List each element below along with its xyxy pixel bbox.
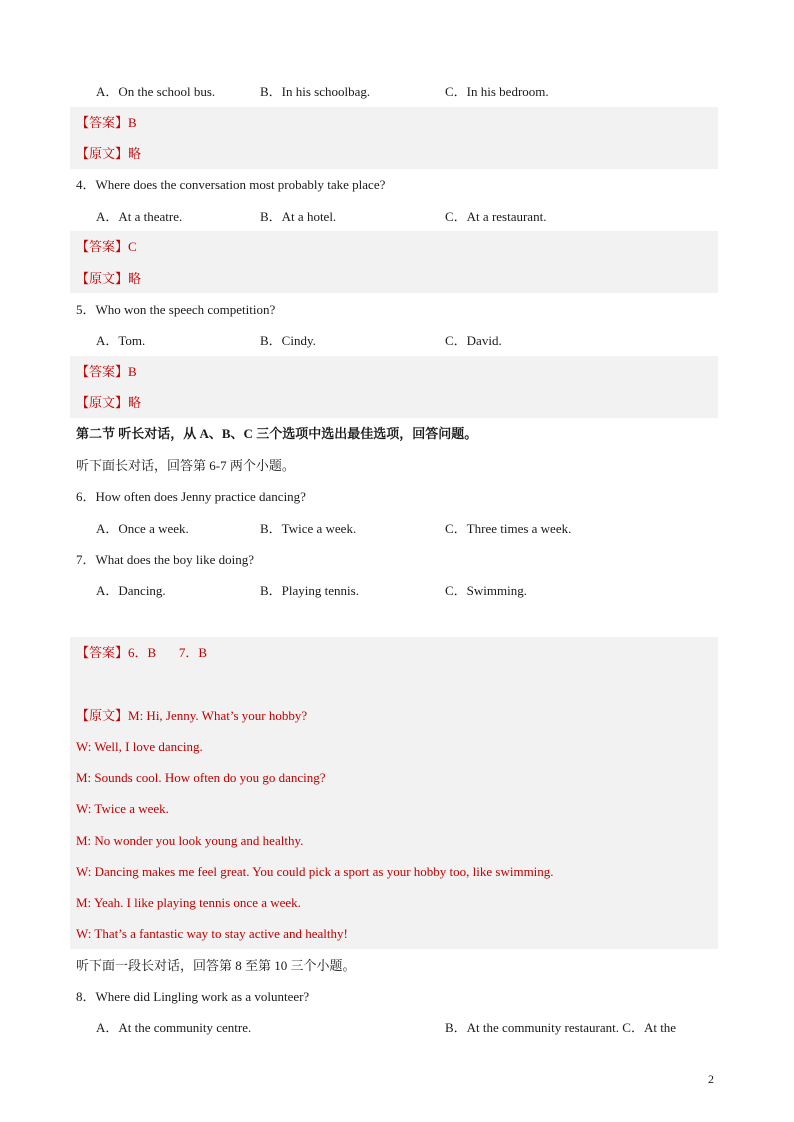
q7-question: 7．What does the boy like doing? [76,552,254,567]
dialogue1-line-4: W: Twice a week. [76,801,169,816]
q8-question: 8．Where did Lingling work as a volunteer? [76,989,310,1004]
q5-option-b: B．Cindy. [260,333,316,348]
q5-question: 5．Who won the speech competition? [76,302,276,317]
q4-option-c: C．At a restaurant. [445,209,547,224]
q6-options [96,518,716,540]
dialogue1-line-3: M: Sounds cool. How often do you go dancing? [76,770,326,785]
q4-question: 4．Where does the conversation most probably take place? [76,177,386,192]
q5-script: 【原文】略 [76,395,142,410]
q6-option-c: C．Three times a week. [445,521,572,536]
q5-option-c: C．David. [445,333,502,348]
section-intro: 听下面长对话，回答第 6-7 两个小题。 [76,458,295,473]
q7-option-a: A．Dancing. [96,583,166,598]
q3-script: 【原文】略 [76,146,142,161]
q5-option-a: A．Tom. [96,333,146,348]
q6-question: 6．How often does Jenny practice dancing? [76,489,306,504]
dialogue1-line-2: W: Well, I love dancing. [76,739,203,754]
page-number: 2 [708,1072,714,1086]
q5-answer: 【答案】B [76,364,137,379]
q6-option-b: B．Twice a week. [260,521,357,536]
q8-options [96,1017,716,1039]
q3-answer: 【答案】B [76,115,137,130]
q6-option-a: A．Once a week. [96,521,189,536]
q4-answer-box [70,231,718,293]
q3-option-c: C．In his bedroom. [445,84,549,99]
q3-options [96,81,716,103]
q3-option-b: B．In his schoolbag. [260,84,371,99]
q5-options [96,330,716,352]
q7-option-b: B．Playing tennis. [260,583,359,598]
section-heading: 第二节 听长对话，从 A、B、C 三个选项中选出最佳选项，回答问题。 [76,426,478,441]
q8-option-bc: B．At the community restaurant. C．At the [445,1020,677,1035]
q4-option-b: B．At a hotel. [260,209,337,224]
dialogue1-answer: 【答案】6．B 7．B [76,645,208,660]
q4-options [96,206,716,228]
dialogue1-line-1: 【原文】M: Hi, Jenny. What’s your hobby? [76,708,308,723]
dialogue1-line-7: M: Yeah. I like playing tennis once a week. [76,895,301,910]
dialogue1-line-5: M: No wonder you look young and healthy. [76,833,304,848]
q4-script: 【原文】略 [76,271,142,286]
q3-option-a: A．On the school bus. [96,84,216,99]
q3-answer-box [70,107,718,169]
section-intro-2: 听下面一段长对话，回答第 8 至第 10 三个小题。 [76,958,356,973]
q8-option-a: A．At the community centre. [96,1020,252,1035]
q4-answer: 【答案】C [76,239,137,254]
q5-answer-box [70,356,718,418]
dialogue1-line-6: W: Dancing makes me feel great. You could pick a sport as your hobby too, like swimming. [76,864,554,879]
dialogue1-line-8: W: That’s a fantastic way to stay active and healthy! [76,926,348,941]
q7-option-c: C．Swimming. [445,583,527,598]
q7-options [96,580,716,602]
q4-option-a: A．At a theatre. [96,209,183,224]
